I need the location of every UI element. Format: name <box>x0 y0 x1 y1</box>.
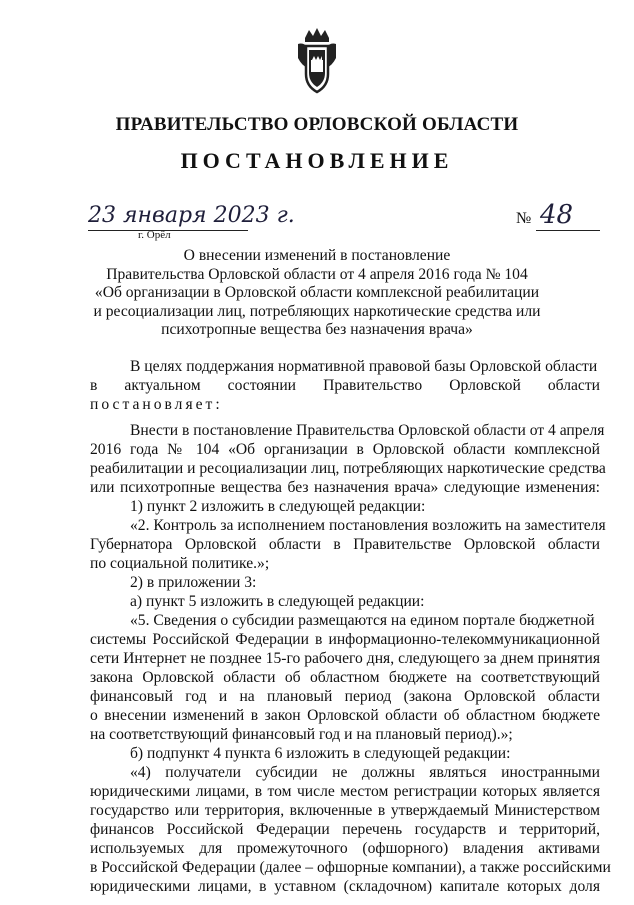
body-line: системы Российской Федерации в информационно-телекоммуникационной <box>90 631 600 648</box>
body-line: «5. Сведения о субсидии размещаются на едином портале бюджетной <box>130 612 595 629</box>
body-line: о внесении изменений в закон Орловской области об областном бюджете <box>90 707 600 724</box>
body-line: 2) в приложении 3: <box>130 574 257 591</box>
number-underline <box>536 230 600 231</box>
body-line: Губернатора Орловской области в Правительстве Орловской области <box>90 536 600 553</box>
organization-name: ПРАВИТЕЛЬСТВО ОРЛОВСКОЙ ОБЛАСТИ <box>115 114 519 135</box>
body-line: по социальной политике.»; <box>90 555 270 572</box>
document-city: г. Орёл <box>138 229 171 241</box>
document-date: 23 января 2023 г. <box>88 203 295 228</box>
body-line: или психотропные вещества без назначения врача» следующие изменения: <box>90 479 600 496</box>
body-line: а) пункт 5 изложить в следующей редакции: <box>130 593 425 610</box>
body-line: государство или территория, включенные в утверждаемый Министерством <box>90 802 600 819</box>
body-line: «4) получатели субсидии не должны являться иностранными <box>130 764 600 781</box>
body-line: В целях поддержания нормативной правовой базы Орловской области <box>130 358 598 375</box>
title-line: Правительства Орловской области от 4 апреля 2016 года № 104 <box>106 265 528 283</box>
body-line: «2. Контроль за исполнением постановления возложить на заместителя <box>130 517 606 534</box>
body-line: постановляет: <box>90 396 223 413</box>
title-line: О внесении изменений в постановление <box>183 247 451 264</box>
body-line: б) подпункт 4 пункта 6 изложить в следующей редакции: <box>130 745 511 762</box>
body-line: юридическими лицами, в уставном (складочном) капитале которых доля <box>90 878 600 895</box>
coat-of-arms-icon <box>0 28 634 101</box>
title-line: и ресоциализации лиц, потребляющих наркотические средства или <box>93 302 541 320</box>
title-line: «Об организации в Орловской области комплексной реабилитации <box>94 284 540 301</box>
body-line: сети Интернет не позднее 15-го рабочего дня, следующего за днем принятия <box>90 650 600 667</box>
body-line: юридическими лицами, в том числе местом регистрации которых является <box>90 783 600 800</box>
body-line: финансовый год и на плановый период (закона Орловской области <box>90 688 600 705</box>
document-title <box>0 247 634 340</box>
body-line: 1) пункт 2 изложить в следующей редакции: <box>130 498 426 515</box>
body-line: в актуальном состоянии Правительство Орловской области <box>90 377 600 394</box>
title-line: психотропные вещества без назначения врача» <box>161 321 473 338</box>
body-line: закона Орловской области об областном бюджете на соответствующий <box>90 669 600 686</box>
number-label: № <box>516 210 532 227</box>
body-line: реабилитации и ресоциализации лиц, потребляющих наркотические средства <box>90 460 606 477</box>
body-line: 2016 года № 104 «Об организации в Орловской области комплексной <box>90 441 600 458</box>
document-number: 48 <box>540 200 574 230</box>
body-line: на соответствующий финансовый год и на плановый период).»; <box>90 726 513 743</box>
document-type: ПОСТАНОВЛЕНИЕ <box>180 148 454 173</box>
body-line: Внести в постановление Правительства Орловской области от 4 апреля <box>130 422 605 439</box>
body-line: в Российской Федерации (далее – офшорные компании), а также российскими <box>90 859 611 876</box>
body-line: используемых для промежуточного (офшорного) владения активами <box>90 840 600 857</box>
body-line: финансов Российской Федерации перечень государств и территорий, <box>90 821 600 838</box>
